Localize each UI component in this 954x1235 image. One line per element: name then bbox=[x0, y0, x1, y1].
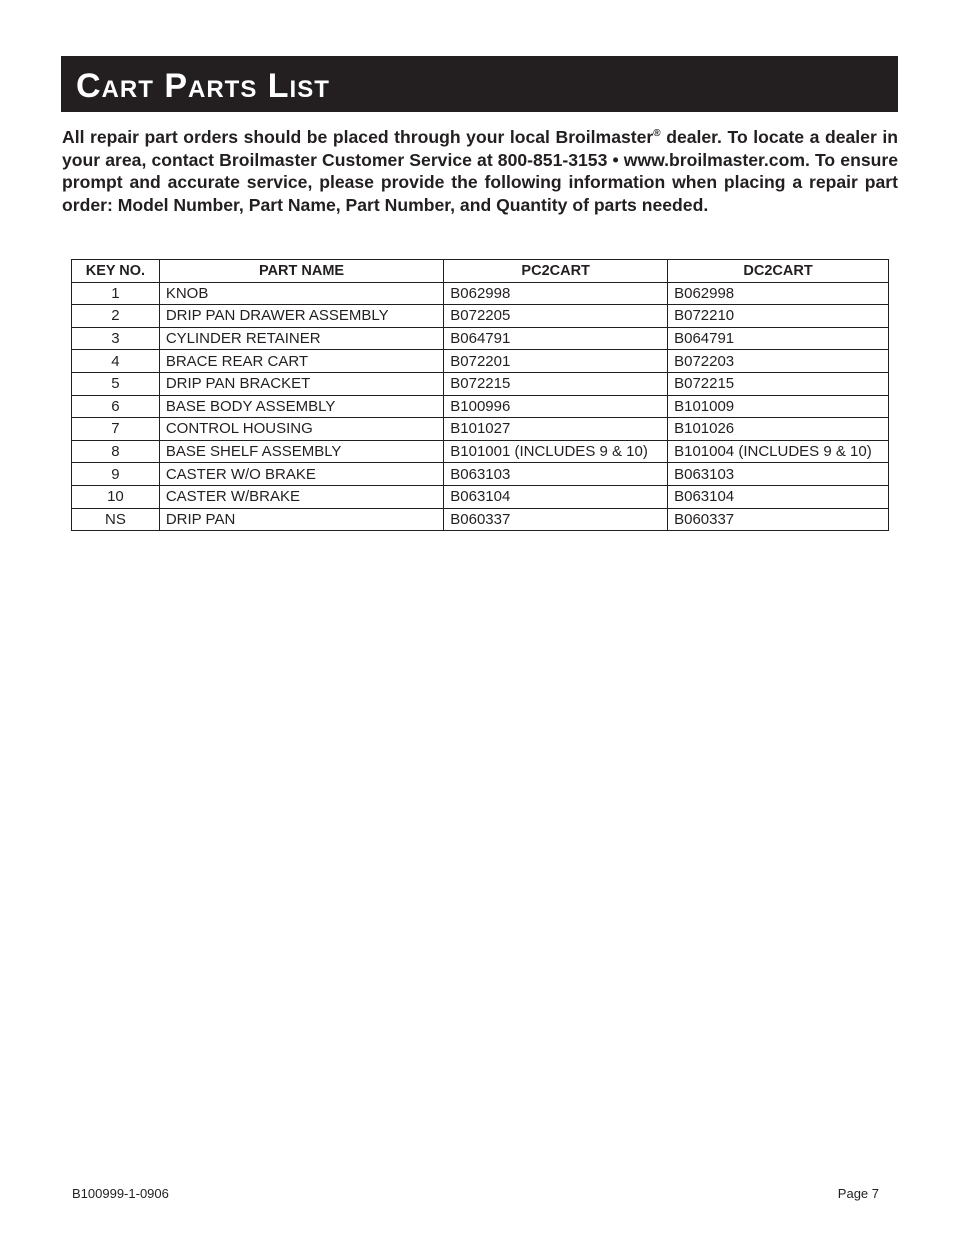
parts-table bbox=[71, 259, 889, 531]
key-cell: NS bbox=[72, 508, 160, 531]
key-cell: 1 bbox=[72, 282, 160, 305]
dc2cart-cell: B072210 bbox=[668, 305, 889, 328]
table-row bbox=[72, 418, 889, 441]
intro-text-start: All repair part orders should be placed through your local Broilmaster bbox=[62, 127, 654, 147]
table-row bbox=[72, 395, 889, 418]
pc2cart-cell: B072215 bbox=[444, 372, 668, 395]
pc2cart-cell: B062998 bbox=[444, 282, 668, 305]
key-cell: 3 bbox=[72, 327, 160, 350]
pc2cart-cell: B064791 bbox=[444, 327, 668, 350]
part-name-cell: BASE BODY ASSEMBLY bbox=[159, 395, 443, 418]
table-row bbox=[72, 485, 889, 508]
page-title: Cart Parts List bbox=[76, 67, 330, 105]
table-row bbox=[72, 327, 889, 350]
header-dc2cart: DC2CART bbox=[668, 260, 889, 283]
part-name-cell: CASTER W/O BRAKE bbox=[159, 463, 443, 486]
dc2cart-cell: B064791 bbox=[668, 327, 889, 350]
key-cell: 10 bbox=[72, 485, 160, 508]
pc2cart-cell: B101027 bbox=[444, 418, 668, 441]
pc2cart-cell: B100996 bbox=[444, 395, 668, 418]
dc2cart-cell: B063104 bbox=[668, 485, 889, 508]
dc2cart-cell: B062998 bbox=[668, 282, 889, 305]
page-number: Page 7 bbox=[837, 1186, 879, 1201]
part-name-cell: BRACE REAR CART bbox=[159, 350, 443, 373]
dc2cart-cell: B072215 bbox=[668, 372, 889, 395]
table-row bbox=[72, 508, 889, 531]
table-header-row bbox=[72, 260, 889, 283]
dc2cart-cell: B060337 bbox=[668, 508, 889, 531]
header-part-name: PART NAME bbox=[159, 260, 443, 283]
key-cell: 9 bbox=[72, 463, 160, 486]
document-number: B100999-1-0906 bbox=[72, 1186, 169, 1201]
table-row bbox=[72, 440, 889, 463]
intro-paragraph bbox=[62, 126, 898, 216]
registered-mark: ® bbox=[653, 128, 661, 139]
pc2cart-cell: B072201 bbox=[444, 350, 668, 373]
part-name-cell: CYLINDER RETAINER bbox=[159, 327, 443, 350]
part-name-cell: KNOB bbox=[159, 282, 443, 305]
table-row bbox=[72, 350, 889, 373]
table-row bbox=[72, 463, 889, 486]
part-name-cell: BASE SHELF ASSEMBLY bbox=[159, 440, 443, 463]
part-name-cell: CASTER W/BRAKE bbox=[159, 485, 443, 508]
pc2cart-cell: B060337 bbox=[444, 508, 668, 531]
dc2cart-cell: B101009 bbox=[668, 395, 889, 418]
key-cell: 6 bbox=[72, 395, 160, 418]
key-cell: 2 bbox=[72, 305, 160, 328]
pc2cart-cell: B101001 (INCLUDES 9 & 10) bbox=[444, 440, 668, 463]
part-name-cell: DRIP PAN BRACKET bbox=[159, 372, 443, 395]
section-title-bar bbox=[61, 56, 898, 112]
part-name-cell: DRIP PAN bbox=[159, 508, 443, 531]
key-cell: 7 bbox=[72, 418, 160, 441]
header-pc2cart: PC2CART bbox=[444, 260, 668, 283]
dc2cart-cell: B101026 bbox=[668, 418, 889, 441]
header-key-no: KEY NO. bbox=[72, 260, 160, 283]
part-name-cell: DRIP PAN DRAWER ASSEMBLY bbox=[159, 305, 443, 328]
key-cell: 8 bbox=[72, 440, 160, 463]
intro-text-end: dealer. To locate a dealer in your area, contact Broilmaster Customer Service at 800-851-3153 • www.broilmaster.com. To ensure prompt and accurate service, please provide the following information when placing a repair part order: Model Number, Part Name, Part Number, and Quantity of parts needed. bbox=[62, 127, 898, 215]
table-row bbox=[72, 305, 889, 328]
table-row bbox=[72, 372, 889, 395]
key-cell: 5 bbox=[72, 372, 160, 395]
key-cell: 4 bbox=[72, 350, 160, 373]
table-row bbox=[72, 282, 889, 305]
dc2cart-cell: B101004 (INCLUDES 9 & 10) bbox=[668, 440, 889, 463]
pc2cart-cell: B072205 bbox=[444, 305, 668, 328]
pc2cart-cell: B063104 bbox=[444, 485, 668, 508]
part-name-cell: CONTROL HOUSING bbox=[159, 418, 443, 441]
dc2cart-cell: B072203 bbox=[668, 350, 889, 373]
pc2cart-cell: B063103 bbox=[444, 463, 668, 486]
dc2cart-cell: B063103 bbox=[668, 463, 889, 486]
